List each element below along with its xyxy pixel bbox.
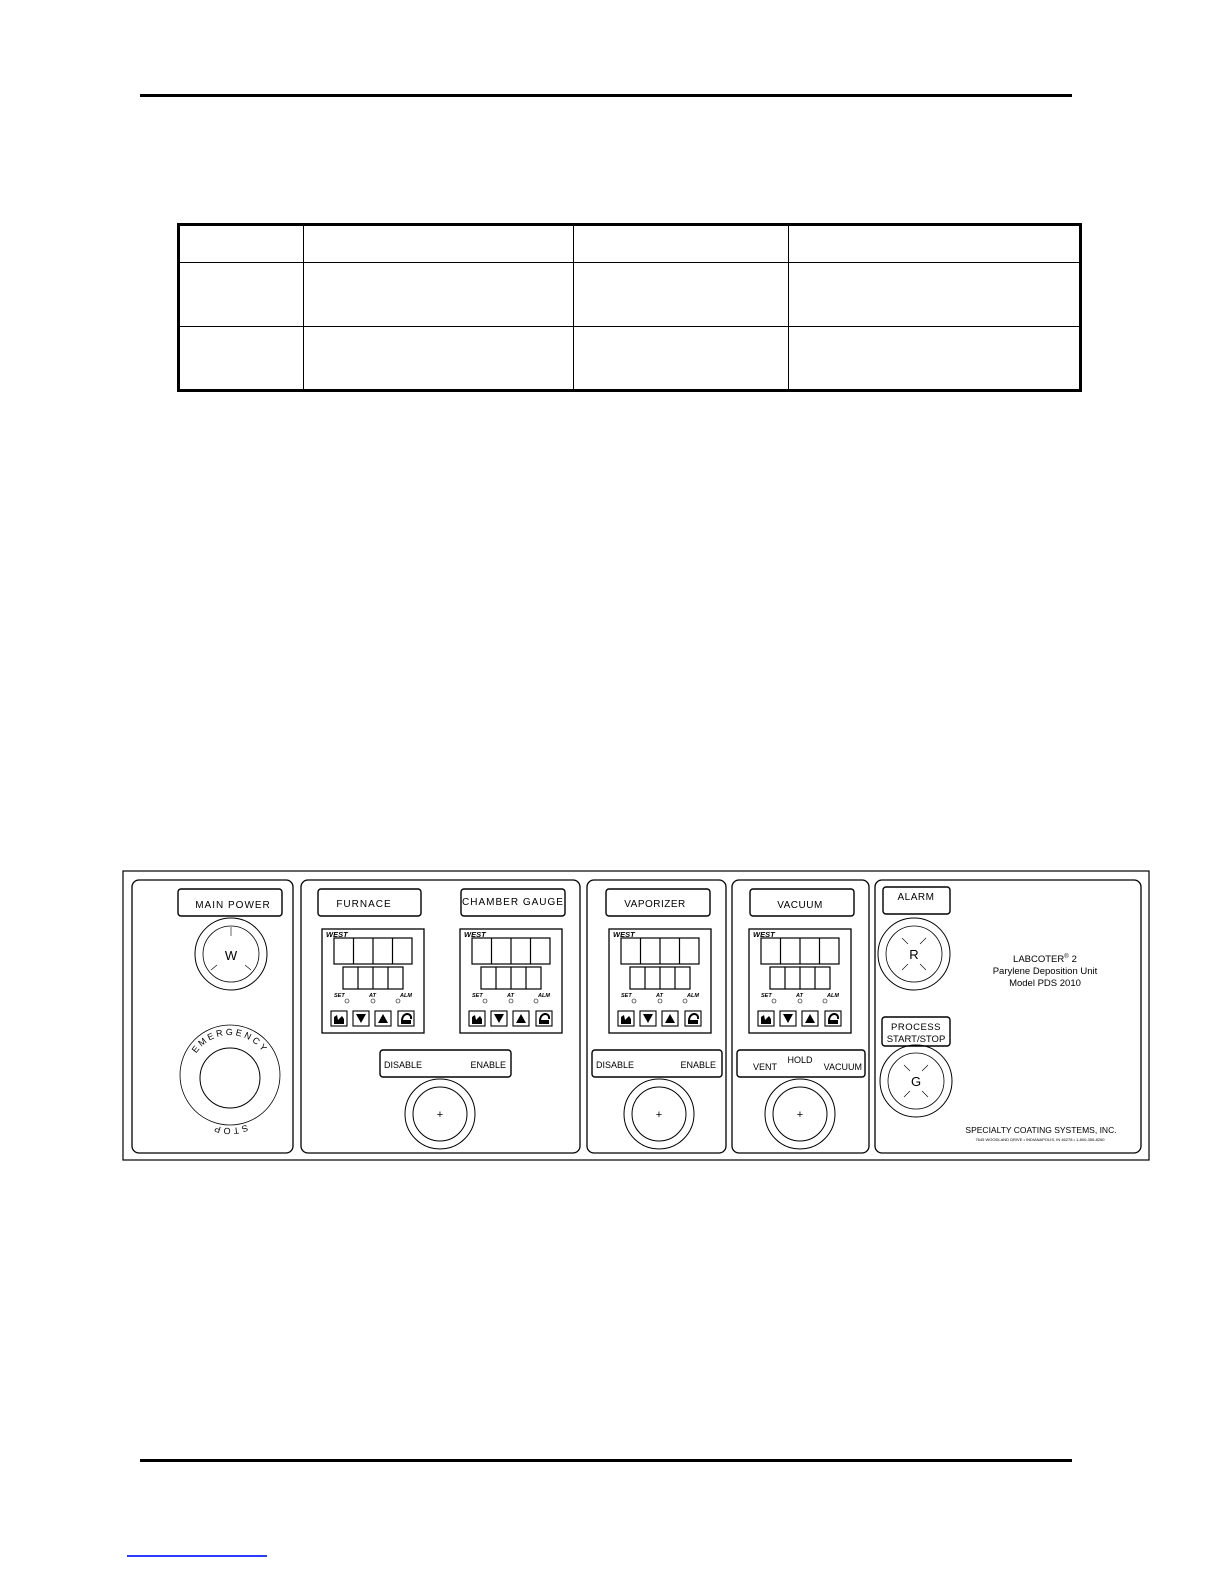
panel-frame bbox=[123, 871, 1149, 1160]
product-name: LABCOTER bbox=[1013, 954, 1065, 965]
svg-text:EMERGENCY bbox=[190, 1027, 271, 1055]
vacuum-controller[interactable] bbox=[749, 929, 851, 1033]
registered-mark: ® bbox=[1064, 954, 1069, 960]
at-indicator-label: AT bbox=[796, 993, 803, 999]
vacuum-switch-vent-label: VENT bbox=[753, 1062, 778, 1072]
furnace-knob[interactable] bbox=[405, 1079, 475, 1149]
emergency-stop-button[interactable] bbox=[180, 1025, 280, 1136]
svg-text:LABCOTER®2 bbox=[1013, 953, 1077, 965]
process-light-letter: G bbox=[910, 1074, 922, 1089]
knob-plus-icon: + bbox=[796, 1109, 804, 1121]
vaporizer-label: VAPORIZER bbox=[624, 899, 686, 910]
emergency-stop-bottom-text: STOP bbox=[210, 1122, 250, 1137]
alm-indicator-label: ALM bbox=[827, 993, 839, 999]
alarm-label-box bbox=[883, 887, 950, 914]
at-indicator-label: AT bbox=[656, 993, 663, 999]
furnace-switch-enable-label: ENABLE bbox=[470, 1060, 506, 1070]
process-start-stop-button[interactable] bbox=[880, 1045, 952, 1117]
vacuum-controller-brand: WEST bbox=[753, 930, 775, 939]
vacuum-knob[interactable] bbox=[765, 1079, 835, 1149]
chamber-gauge-controller[interactable] bbox=[460, 929, 562, 1033]
main-power-label: MAIN POWER bbox=[195, 900, 271, 911]
vaporizer-switch-label-box bbox=[592, 1050, 722, 1077]
emergency-stop-top-text: EMERGENCY bbox=[189, 1026, 271, 1055]
knob-plus-icon: + bbox=[655, 1109, 663, 1121]
chamber-gauge-controller-brand: WEST bbox=[464, 930, 486, 939]
furnace-label-box bbox=[318, 889, 421, 916]
knob-plus-icon: + bbox=[436, 1109, 444, 1121]
product-nameplate bbox=[993, 953, 1098, 989]
table-row bbox=[179, 263, 1081, 327]
footer-rule bbox=[140, 1459, 1072, 1462]
vacuum-label: VACUUM bbox=[777, 900, 823, 911]
set-indicator-label: SET bbox=[761, 993, 772, 999]
control-panel-figure bbox=[122, 870, 1150, 1161]
alm-indicator-label: ALM bbox=[538, 993, 550, 999]
set-indicator-label: SET bbox=[334, 993, 345, 999]
set-indicator-label: SET bbox=[621, 993, 632, 999]
furnace-controller[interactable] bbox=[322, 929, 424, 1033]
process-label-box bbox=[882, 1017, 950, 1046]
footer-link-underline[interactable] bbox=[127, 1555, 267, 1557]
vaporizer-switch-disable-label: DISABLE bbox=[596, 1060, 635, 1070]
table-row bbox=[179, 225, 1081, 263]
header-rule bbox=[140, 94, 1072, 97]
company-name: SPECIALTY COATING SYSTEMS, INC. bbox=[965, 1125, 1117, 1135]
furnace-label: FURNACE bbox=[336, 899, 392, 910]
at-indicator-label: AT bbox=[507, 993, 514, 999]
company-address: 7645 WOODLAND DRIVE • INDIANAPOLIS, IN 46278 • 1-800-356-8260 bbox=[975, 1137, 1105, 1142]
main-power-label-box bbox=[178, 889, 282, 916]
product-line2: Parylene Deposition Unit bbox=[992, 966, 1098, 977]
product-line3: Model PDS 2010 bbox=[1009, 978, 1081, 989]
alarm-light bbox=[878, 918, 950, 990]
vacuum-switch-vacuum-label: VACUUM bbox=[823, 1062, 862, 1072]
vacuum-switch-label-box bbox=[737, 1050, 865, 1077]
alm-indicator-label: ALM bbox=[687, 993, 699, 999]
vaporizer-knob[interactable] bbox=[624, 1079, 694, 1149]
furnace-switch-label-box bbox=[380, 1050, 511, 1077]
section-power bbox=[132, 880, 293, 1153]
set-indicator-label: SET bbox=[472, 993, 483, 999]
process-label-line1: PROCESS bbox=[891, 1022, 941, 1033]
vaporizer-switch-enable-label: ENABLE bbox=[680, 1060, 716, 1070]
table-row bbox=[179, 327, 1081, 391]
vaporizer-controller-brand: WEST bbox=[613, 930, 635, 939]
chamber-gauge-label-box bbox=[461, 889, 565, 916]
process-label-line2: START/STOP bbox=[886, 1034, 946, 1045]
alm-indicator-label: ALM bbox=[400, 993, 412, 999]
alarm-light-letter: R bbox=[909, 947, 919, 962]
main-power-light[interactable] bbox=[195, 918, 267, 990]
blank-table bbox=[177, 223, 1082, 392]
vaporizer-controller[interactable] bbox=[609, 929, 711, 1033]
product-model-number: 2 bbox=[1071, 954, 1077, 965]
vacuum-label-box bbox=[750, 889, 854, 916]
furnace-switch-disable-label: DISABLE bbox=[384, 1060, 423, 1070]
furnace-controller-brand: WEST bbox=[326, 930, 348, 939]
alarm-label: ALARM bbox=[897, 892, 935, 903]
at-indicator-label: AT bbox=[369, 993, 376, 999]
company-nameplate bbox=[965, 1125, 1116, 1142]
vaporizer-label-box bbox=[606, 889, 710, 916]
main-power-light-letter: W bbox=[224, 948, 238, 963]
vacuum-switch-hold-label: HOLD bbox=[787, 1055, 813, 1065]
chamber-gauge-label: CHAMBER GAUGE bbox=[462, 897, 564, 908]
